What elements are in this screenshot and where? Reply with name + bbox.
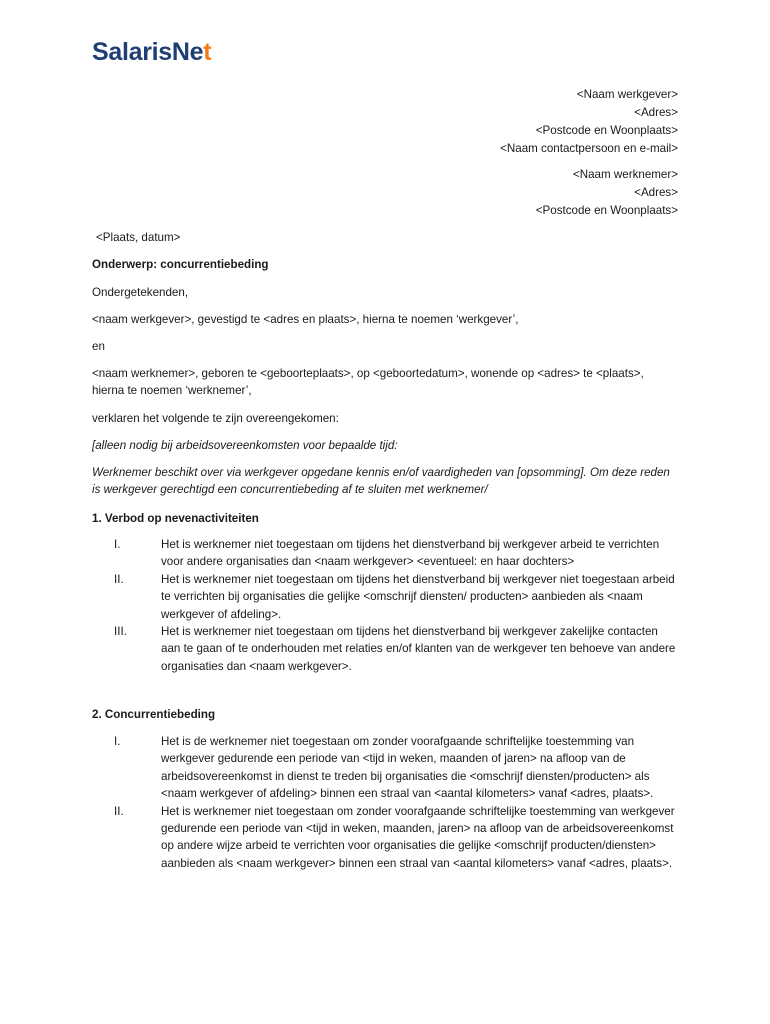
logo-text-main: SalarisNe: [92, 38, 204, 66]
list-number: II.: [114, 804, 124, 818]
list-item: [92, 803, 678, 873]
employer-name: <Naam werkgever>: [576, 88, 678, 101]
employer-street: <Adres>: [634, 106, 678, 119]
list-item: [92, 733, 678, 803]
employer-postcode: <Postcode en Woonplaats>: [535, 124, 678, 137]
employee-postcode: <Postcode en Woonplaats>: [535, 204, 678, 217]
subject-text: Onderwerp: concurrentiebeding: [92, 258, 269, 271]
paragraph: [92, 311, 678, 328]
italic-note: [92, 437, 678, 454]
section-heading: [92, 706, 678, 723]
section1-list: [92, 536, 678, 675]
paragraph-text: Werknemer beschikt over via werkgever opgedane kennis en/of vaardigheden van [opsomming]. Om deze reden is werkgever gerechtigd een concurrentiebeding af te sluiten met werknemer/: [92, 466, 670, 497]
paragraph-text: Ondergetekenden,: [92, 286, 189, 299]
place-date: [92, 229, 678, 246]
section-heading-text: 2. Concurrentiebeding: [92, 708, 216, 721]
paragraph-text: <naam werknemer>, geboren te <geboorteplaats>, op <geboortedatum>, wonende op <adres> te <plaats>, hierna te noemen ‘werknemer’,: [92, 367, 644, 398]
list-number: II.: [114, 572, 124, 586]
italic-note: [92, 464, 678, 499]
employee-address-block: [536, 166, 678, 220]
list-item-text: Het is werknemer niet toegestaan om zonder voorafgaande schriftelijke toestemming van werkgever gedurende een periode van <tijd in weken, maanden, jaren> na afloop van de arbeidsovereenkomst op andere wijze arbeid te verrichten voor organisaties die gelijke <omschrijf producten/diensten> aanbieden als <naam werkgever> binnen een straal van <aantal kilometers> vanaf <adres, plaats>.: [161, 804, 675, 870]
list-item-text: Het is de werknemer niet toegestaan om zonder voorafgaande schriftelijke toestemming van werkgever gedurende een periode van <tijd in weken, maanden of jaren> na afloop van de arbeidsovereenkomst in dienst te treden bij organisaties die <omschrijf diensten/producten> als <naam werkgever of afdeling> binnen een straal van <aantal kilometers> vanaf <adres, plaats>.: [161, 735, 654, 801]
list-item-text: Het is werknemer niet toegestaan om tijdens het dienstverband bij werkgever arbeid te verrichten voor andere organisaties dan <naam werkgever> <eventueel: en haar dochters>: [161, 538, 660, 569]
employer-address-block: [500, 86, 678, 158]
paragraph-text: en: [92, 340, 105, 353]
section-heading-text: 1. Verbod op nevenactiviteiten: [92, 512, 259, 525]
paragraph-text: <naam werkgever>, gevestigd te <adres en plaats>, hierna te noemen ‘werkgever’,: [92, 313, 519, 326]
paragraph-text: verklaren het volgende te zijn overeengekomen:: [92, 412, 339, 425]
salarisnet-logo: [92, 40, 211, 65]
paragraph-text: [alleen nodig bij arbeidsovereenkomsten voor bepaalde tijd:: [92, 439, 398, 452]
paragraph: [92, 284, 678, 301]
paragraph: [92, 338, 678, 355]
list-number: I.: [114, 735, 121, 748]
list-item: [92, 536, 678, 571]
list-number: III.: [114, 625, 127, 639]
employee-street: <Adres>: [634, 186, 678, 199]
list-item-text: Het is werknemer niet toegestaan om tijdens het dienstverband bij werkgever zakelijke contacten aan te gaan of te onderhouden met relaties en/of klanten van de werkgever ten behoeve van andere organisaties dan <naam werkgever>.: [161, 625, 676, 673]
paragraph: [92, 365, 678, 400]
employer-contact: <Naam contactpersoon en e-mail>: [500, 142, 678, 155]
subject-line: [92, 256, 678, 273]
list-item: [92, 571, 678, 623]
section-heading: [92, 510, 678, 527]
list-item-text: Het is werknemer niet toegestaan om tijdens het dienstverband bij werkgever niet toegestaan arbeid te verrichten bij organisaties die gelijke <omschrijf diensten/ producten> aanbieden als <naam werkgever of afdeling>.: [161, 572, 675, 621]
paragraph: [92, 410, 678, 427]
logo-text-accent: t: [203, 38, 212, 66]
employee-name: <Naam werknemer>: [572, 168, 678, 181]
list-item: [92, 623, 678, 675]
section2-list: [92, 733, 678, 872]
list-number: I.: [114, 538, 121, 551]
place-date-text: <Plaats, datum>: [96, 231, 181, 244]
